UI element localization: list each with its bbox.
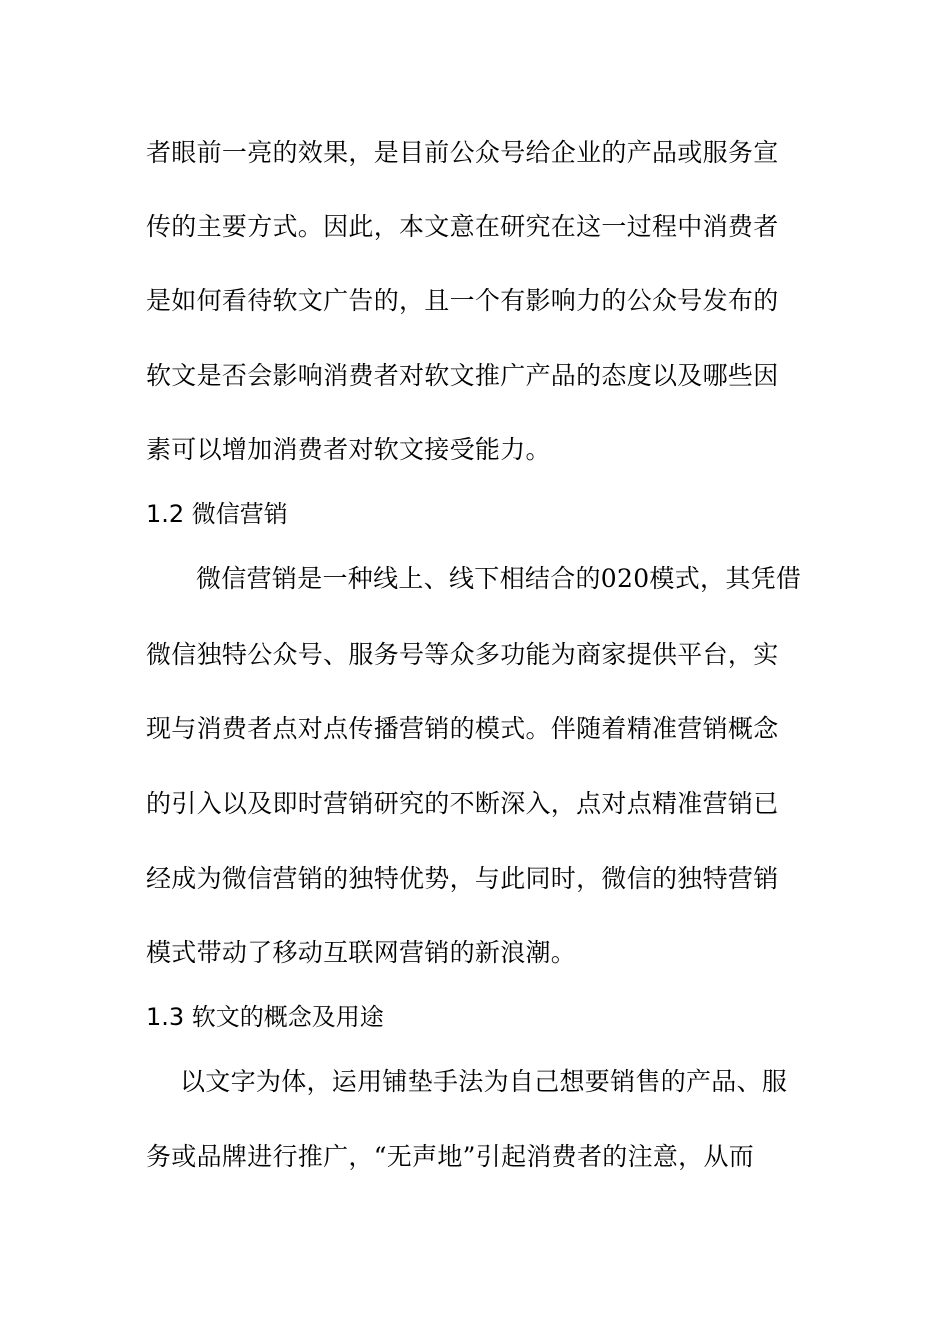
- body-text-line: 的引入以及即时营销研究的不断深入，点对点精准营销已: [146, 789, 779, 818]
- body-text-line: 素可以增加消费者对软文接受能力。: [146, 435, 551, 464]
- body-text-line: 软文是否会影响消费者对软文推广产品的态度以及哪些因: [146, 361, 779, 390]
- body-text-line: 者眼前一亮的效果，是目前公众号给企业的产品或服务宣: [146, 138, 779, 167]
- body-text-line: 传的主要方式。因此，本文意在研究在这一过程中消费者: [146, 212, 779, 241]
- body-text-line: 现与消费者点对点传播营销的模式。伴随着精准营销概念: [146, 714, 779, 743]
- section-heading-1-3: 1.3 软文的概念及用途: [146, 1003, 384, 1031]
- body-text-line: 模式带动了移动互联网营销的新浪潮。: [146, 938, 577, 967]
- body-text-line: 以文字为体，运用铺垫手法为自己想要销售的产品、服: [180, 1067, 788, 1096]
- body-text-line: 微信营销是一种线上、线下相结合的020模式，其凭借: [196, 564, 802, 593]
- body-text-line: 务或品牌进行推广，“无声地”引起消费者的注意，从而: [146, 1142, 755, 1171]
- body-text-line: 经成为微信营销的独特优势，与此同时，微信的独特营销: [146, 864, 779, 893]
- section-heading-1-2: 1.2 微信营销: [146, 500, 288, 528]
- body-text-line: 是如何看待软文广告的，且一个有影响力的公众号发布的: [146, 286, 779, 315]
- body-text-line: 微信独特公众号、服务号等众多功能为商家提供平台，实: [146, 640, 779, 669]
